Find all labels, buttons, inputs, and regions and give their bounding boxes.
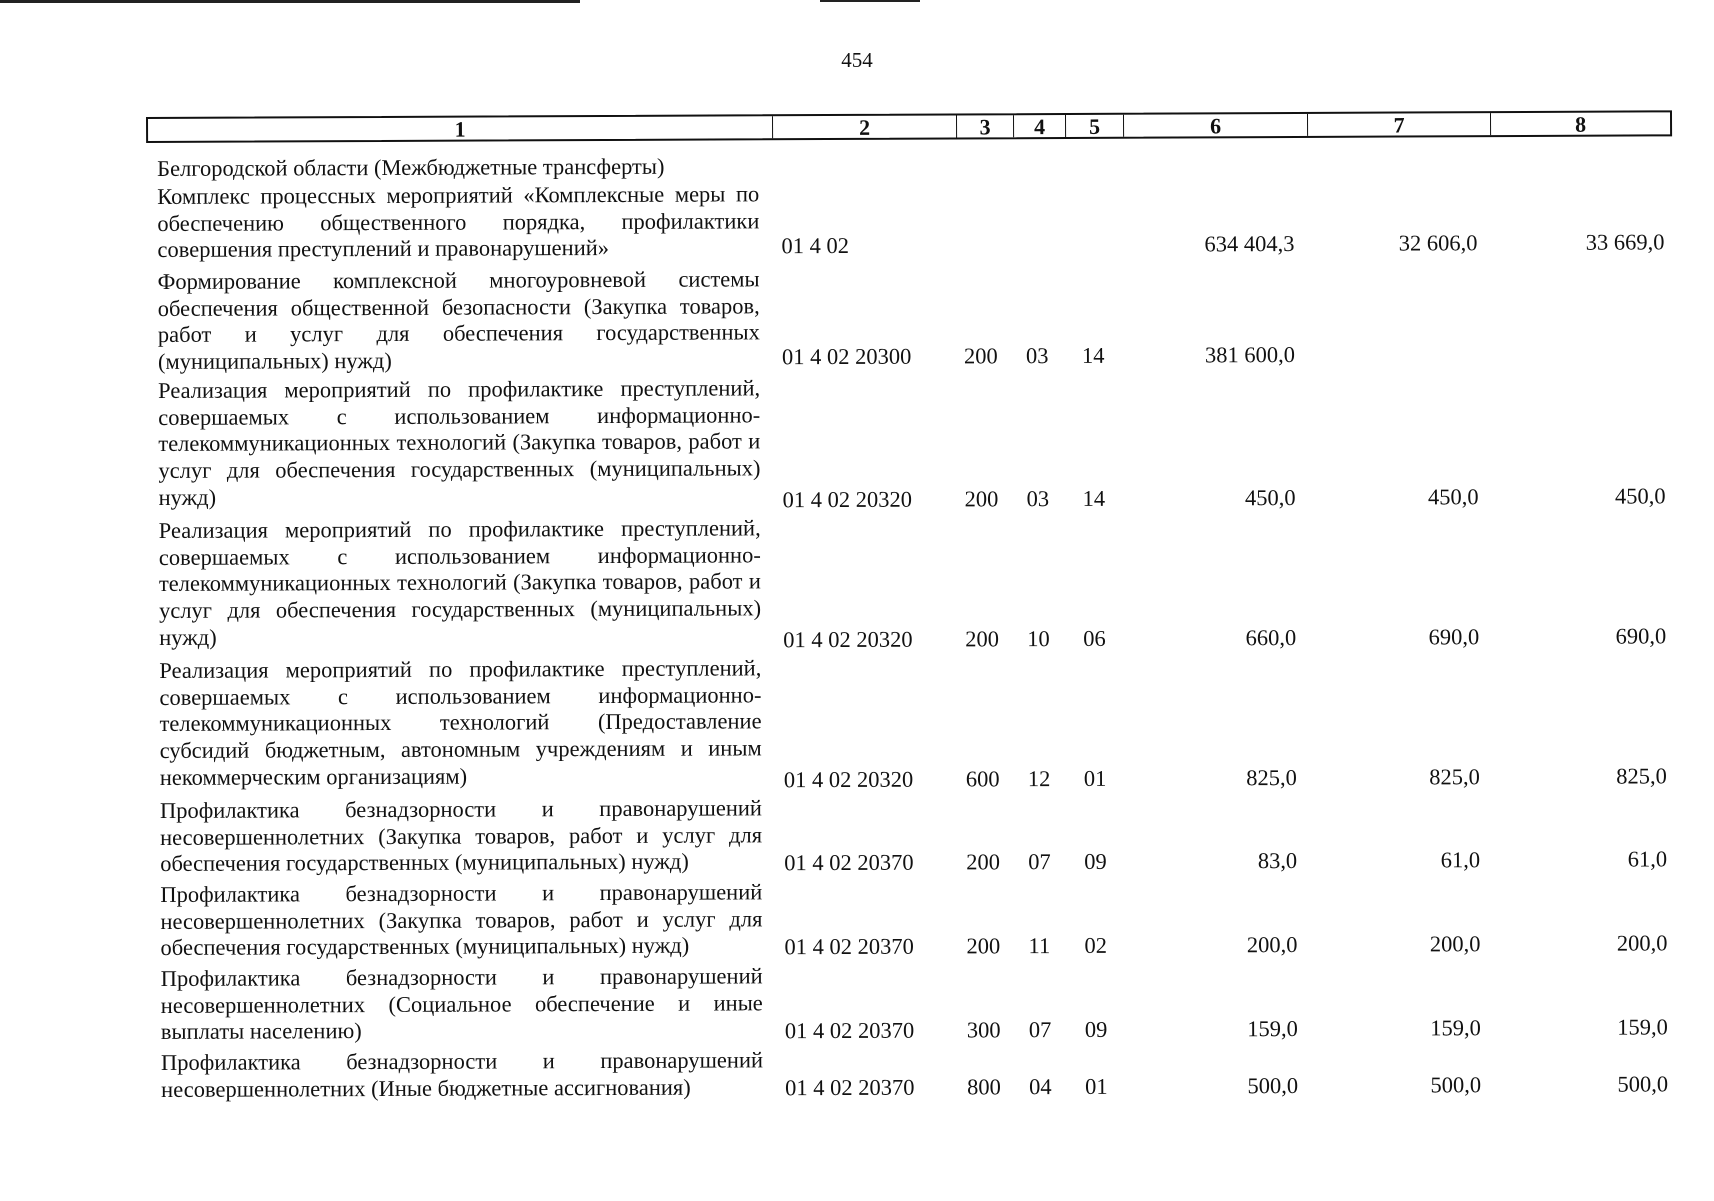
- row-code: 01 4 02 20370: [785, 1074, 915, 1101]
- header-cell: 5: [1066, 115, 1124, 137]
- row-code: 01 4 02 20320: [783, 766, 914, 793]
- row-value-col8: 33 669,0: [1585, 229, 1665, 255]
- row-value-col6: 83,0: [1257, 847, 1298, 874]
- row-value-col4: 07: [1028, 1017, 1052, 1043]
- row-value-col8: 690,0: [1615, 623, 1667, 649]
- row-code: 01 4 02 20320: [783, 626, 913, 653]
- header-cell: 3: [957, 115, 1014, 137]
- row-value-col8: 159,0: [1617, 1014, 1668, 1040]
- page-number: 454: [841, 48, 873, 72]
- row-code: 01 4 02 20370: [784, 1017, 915, 1044]
- row-value-col4: 10: [1027, 626, 1050, 652]
- row-value-col5: 06: [1083, 625, 1106, 651]
- row-value-col4: 03: [1025, 343, 1049, 369]
- row-description: Реализация мероприятий по профилактике преступлений, совершаемых с использованием информационно-телекоммуникационных технологий (Закупка товаров, работ и услуг для обеспечения государственных (муниципальных) нужд): [158, 375, 761, 510]
- row-value-col5: 14: [1082, 485, 1106, 511]
- row-value-col8: 825,0: [1616, 763, 1667, 789]
- row-value-col4: 07: [1028, 849, 1051, 875]
- row-value-col5: 14: [1081, 342, 1105, 368]
- row-value-col3: 800: [967, 1074, 1001, 1100]
- row-value-col4: 12: [1027, 766, 1051, 792]
- row-value-col5: 02: [1084, 932, 1108, 958]
- row-code: 01 4 02 20320: [782, 486, 913, 513]
- row-value-col6: 159,0: [1247, 1015, 1298, 1042]
- row-value-col8: 61,0: [1627, 846, 1668, 872]
- row-value-col6: 381 600,0: [1204, 341, 1296, 368]
- row-value-col4: 03: [1026, 486, 1050, 512]
- row-value-col5: 09: [1084, 1016, 1108, 1042]
- header-cell: 6: [1124, 114, 1308, 137]
- row-code: 01 4 02: [781, 232, 850, 259]
- row-description: Профилактика безнадзорности и правонарушений несовершеннолетних (Закупка товаров, работ и услуг для обеспечения государственных (муниципальных) нужд): [159, 795, 763, 877]
- row-value-col4: 11: [1028, 933, 1051, 959]
- row-description: Формирование комплексной многоуровневой системы обеспечения общественной безопасности (Закупка товаров, работ и услуг для обеспечения государственных (муниципальных) нужд): [157, 266, 760, 375]
- row-description: Реализация мероприятий по профилактике преступлений, совершаемых с использованием информационно-телекоммуникационных технологий (Закупка товаров, работ и услуг для обеспечения государственных (муниципальных) нужд): [158, 515, 762, 650]
- row-description: Реализация мероприятий по профилактике преступлений, совершаемых с использованием информационно-телекоммуникационных технологий (Предоставление субсидий бюджетным, автономным учреждениям и иным некоммерческим организациям): [159, 655, 762, 790]
- row-value-col7: 61,0: [1440, 847, 1481, 873]
- row-description: Профилактика безнадзорности и правонарушений несовершеннолетних (Закупка товаров, работ и услуг для обеспечения государственных (муниципальных) нужд): [160, 879, 763, 961]
- row-value-col7: 200,0: [1429, 931, 1481, 957]
- row-value-col4: 04: [1029, 1074, 1052, 1100]
- row-value-col6: 634 404,3: [1204, 230, 1295, 257]
- header-cell: 4: [1014, 115, 1066, 137]
- row-value-col7: 690,0: [1428, 624, 1480, 650]
- row-value-col3: 600: [965, 766, 1000, 792]
- row-description: Профилактика безнадзорности и правонарушений несовершеннолетних (Социальное обеспечение и иные выплаты населению): [160, 963, 763, 1045]
- row-description: Комплекс процессных мероприятий «Комплексные меры по обеспечению общественного порядка, профилактики совершения преступлений и правонарушений»: [157, 181, 760, 263]
- row-value-col5: 01: [1083, 765, 1107, 791]
- row-value-col8: 450,0: [1614, 483, 1666, 509]
- header-cell: 1: [148, 116, 773, 141]
- row-value-col3: 300: [966, 1017, 1001, 1043]
- row-value-col7: 32 606,0: [1398, 230, 1478, 256]
- row-value-col6: 500,0: [1247, 1072, 1299, 1099]
- row-value-col3: 200: [965, 626, 999, 652]
- row-value-col3: 200: [966, 933, 1001, 959]
- row-value-col7: 500,0: [1430, 1072, 1482, 1098]
- row-value-col8: 500,0: [1617, 1071, 1669, 1097]
- row-value-col3: 200: [963, 343, 998, 369]
- row-code: 01 4 02 20370: [784, 933, 914, 960]
- header-cell: 8: [1574, 111, 1587, 137]
- row-value-col5: 01: [1085, 1073, 1108, 1099]
- row-value-col5: 09: [1084, 848, 1107, 874]
- row-value-col6: 200,0: [1246, 931, 1298, 958]
- row-value-col3: 200: [964, 486, 999, 512]
- row-value-col7: 450,0: [1427, 484, 1479, 510]
- row-value-col6: 450,0: [1244, 484, 1296, 511]
- row-code: 01 4 02 20370: [784, 849, 914, 876]
- row-value-col7: 825,0: [1429, 764, 1480, 790]
- row-code: 01 4 02 20300: [781, 343, 912, 370]
- row-value-col8: 200,0: [1616, 930, 1668, 956]
- header-cell: 2: [773, 115, 957, 138]
- table-row: [0, 149, 1714, 181]
- row-description: Профилактика безнадзорности и правонарушений несовершеннолетних (Иные бюджетные ассигнования): [160, 1047, 764, 1102]
- header-cell: 7: [1308, 113, 1491, 136]
- row-description: Белгородской области (Межбюджетные трансферты): [157, 153, 665, 181]
- row-value-col7: 159,0: [1430, 1015, 1481, 1041]
- row-value-col3: 200: [966, 849, 1000, 875]
- row-value-col6: 660,0: [1245, 624, 1297, 651]
- row-value-col6: 825,0: [1246, 764, 1297, 791]
